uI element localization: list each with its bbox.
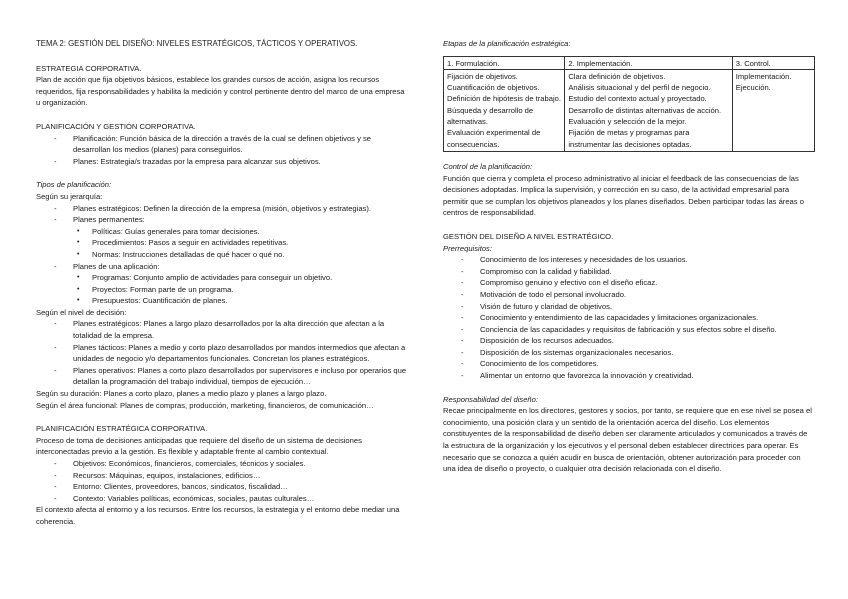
list-item: - Planes permanentes: <box>36 214 408 226</box>
list-item: - Visión de futuro y claridad de objetivos. <box>443 301 815 313</box>
nivel-label: Según el nivel de decisión: <box>36 307 127 317</box>
cell-text: Clara definición de objetivos. Análisis situacional y del perfil de negocio. Estudio del contexto actual y proyectado. Desarrollo de distintas alternativas de acción. Evaluación y selección de la mejor. Fijación de metas y programas para instrumentar las decisiones optadas. <box>568 71 722 149</box>
aplicacion-list <box>36 272 408 307</box>
plan-estrategica-closing: El contexto afecta al entorno y a los recursos. Entre los recursos, la estrategia y el entorno debe mediar una coherencia. <box>36 505 400 526</box>
list-item: - Conocimiento y entendimiento de las capacidades y limitaciones organizacionales. <box>443 312 815 324</box>
list-item: • Proyectos: Forman parte de un programa. <box>36 284 408 296</box>
table-header: 3. Control. <box>732 56 814 69</box>
list-item: - Contexto: Variables políticas, económicas, sociales, pautas culturales… <box>36 493 408 505</box>
list-item: - Motivación de todo el personal involucrado. <box>443 289 815 301</box>
jerarquia-label: Según su jerarquía: <box>36 191 103 201</box>
list-item: • Presupuestos: Cuantificación de planes. <box>36 295 408 307</box>
list-item: - Planes de una aplicación: <box>36 261 408 273</box>
plan-estrategica-text: Proceso de toma de decisiones anticipadas que requiere del diseño de un sistema de decisiones interconectadas previo a la gestión. Es flexible y adaptable frente al cambio contextual. <box>36 435 362 457</box>
table-cell <box>732 69 814 151</box>
nivel-list <box>36 318 408 388</box>
right-column <box>443 38 815 475</box>
list-item: - Recursos: Máquinas, equipos, instalaciones, edificios… <box>36 470 408 482</box>
list-item: - Planes estratégicos: Planes a largo plazo desarrollados por la alta dirección que afectan a la totalidad de la empresa. <box>36 318 408 341</box>
control-text: Función que cierra y completa el proceso administrativo al iniciar el feedback de las consecuencias de las decisiones adoptadas. Implica la supervisión, y corrección en su caso, de la actividad empresarial para permitir que se cumplan los objetivos planeados y los planes diseñados. Deben participar todas las áreas o centros de responsabilidad. <box>443 173 804 218</box>
cell-text: Implementación. Ejecución. <box>735 71 792 93</box>
list-item: - Entorno: Clientes, proveedores, bancos, sindicatos, fiscalidad… <box>36 481 408 493</box>
list-item: • Normas: Instrucciones detalladas de qué hacer o qué no. <box>36 249 408 261</box>
permanentes-list <box>36 226 408 261</box>
planificacion-list <box>36 133 408 168</box>
list-item: - Compromiso con la calidad y fiabilidad. <box>443 266 815 278</box>
control-title: Control de la planificación: <box>443 161 533 171</box>
responsabilidad-title: Responsabilidad del diseño: <box>443 394 538 404</box>
table-header: 2. Implementación. <box>565 56 732 69</box>
planificacion-title: PLANIFICACIÓN Y GESTIÓN CORPORATIVA. <box>36 121 196 131</box>
prerrequisitos-label: Prerrequisitos: <box>443 243 492 253</box>
list-item: - Planificación: Función básica de la dirección a través de la cual se definen objetivos y se desarrollan los medios (planes) para conseguirlos. <box>36 133 408 156</box>
jerarquia-list-cont <box>36 261 408 273</box>
list-item: - Objetivos: Económicos, financieros, comerciales, técnicos y sociales. <box>36 458 408 470</box>
left-column <box>36 38 408 528</box>
gestion-title: GESTIÓN DEL DISEÑO A NIVEL ESTRATÉGICO. <box>443 231 614 241</box>
list-item: - Compromiso genuino y efectivo con el diseño eficaz. <box>443 277 815 289</box>
etapas-title: Etapas de la planificación estratégica: <box>443 39 571 48</box>
table-cell <box>565 69 732 151</box>
list-item: - Alimentar un entorno que favorezca la innovación y creatividad. <box>443 370 815 382</box>
plan-estrategica-list <box>36 458 408 504</box>
table-header: 1. Formulación. <box>444 56 565 69</box>
tipos-title: Tipos de planificación: <box>36 180 112 190</box>
area-text: Según el área funcional: Planes de compras, producción, marketing, financieros, de comunicación… <box>36 400 374 410</box>
cell-text: Fijación de objetivos. Cuantificación de objetivos. Definición de hipótesis de trabajo. Búsqueda y desarrollo de alternativas. Evaluación experimental de consecuencias. <box>447 71 561 149</box>
list-item: - Planes tácticos: Planes a medio y corto plazo desarrollados por mandos intermedios que afectan a unidades de negocio y/o departamentos funcionales. Concretan los planes estratégicos. <box>36 342 408 365</box>
list-item: • Políticas: Guías generales para tomar decisiones. <box>36 226 408 238</box>
list-item: - Conciencia de las capacidades y requisitos de fabricación y sus efectos sobre el diseño. <box>443 324 815 336</box>
jerarquia-list <box>36 203 408 226</box>
list-item: - Planes estratégicos: Definen la dirección de la empresa (misión, objetivos y estrategias). <box>36 203 408 215</box>
estrategia-text: Plan de acción que fija objetivos básicos, establece los grandes cursos de acción, asigna los recursos requeridos, fija responsabilidades y habilita la medición y control pertinente dentro del marco de una empresa u organización. <box>36 75 405 108</box>
list-item: • Programas: Conjunto amplio de actividades para conseguir un objetivo. <box>36 272 408 284</box>
duracion-text: Según su duración: Planes a corto plazo, planes a medio plazo y planes a largo plazo. <box>36 389 327 399</box>
table-cell <box>444 69 565 151</box>
list-item: - Planes operativos: Planes a corto plazo desarrollados por supervisores e incluso por operarios que detallan la programación del trabajo individual, tiempos de ejecución… <box>36 365 408 388</box>
plan-estrategica-title: PLANIFICACIÓN ESTRATÉGICA CORPORATIVA. <box>36 424 208 434</box>
list-item: • Procedimientos: Pasos a seguir en actividades repetitivas. <box>36 237 408 249</box>
list-item: - Disposición de los recursos adecuados. <box>443 335 815 347</box>
estrategia-title: ESTRATEGIA CORPORATIVA. <box>36 63 142 73</box>
etapas-table <box>443 56 815 152</box>
list-item: - Conocimiento de los intereses y necesidades de los usuarios. <box>443 254 815 266</box>
list-item: - Disposición de los sistemas organizacionales necesarios. <box>443 347 815 359</box>
document-title: TEMA 2: GESTIÓN DEL DISEÑO: NIVELES ESTRATÉGICOS, TÁCTICOS Y OPERATIVOS. <box>36 39 358 48</box>
responsabilidad-text: Recae principalmente en los directores, gestores y socios, por tanto, se requiere que en ese nivel se posea el conocimiento, una posición clara y un sentido de la orientación acerca del diseño. Los elementos constituyentes de la responsabilidad de diseño deben ser claramente articulados y comunicados a través de la estructura de la organización y los ejecutivos y el personal deben establecer directrices para operar. Es necesario que se conozca a quién acudir en busca de orientación, obtener autorización para proceder con una idea de diseño o proyecto, o cualquier otra decisión relacionada con el diseño. <box>443 406 812 474</box>
prerrequisitos-list <box>443 254 815 382</box>
list-item: - Conocimiento de los competidores. <box>443 358 815 370</box>
list-item: - Planes: Estrategia/s trazadas por la empresa para alcanzar sus objetivos. <box>36 156 408 168</box>
